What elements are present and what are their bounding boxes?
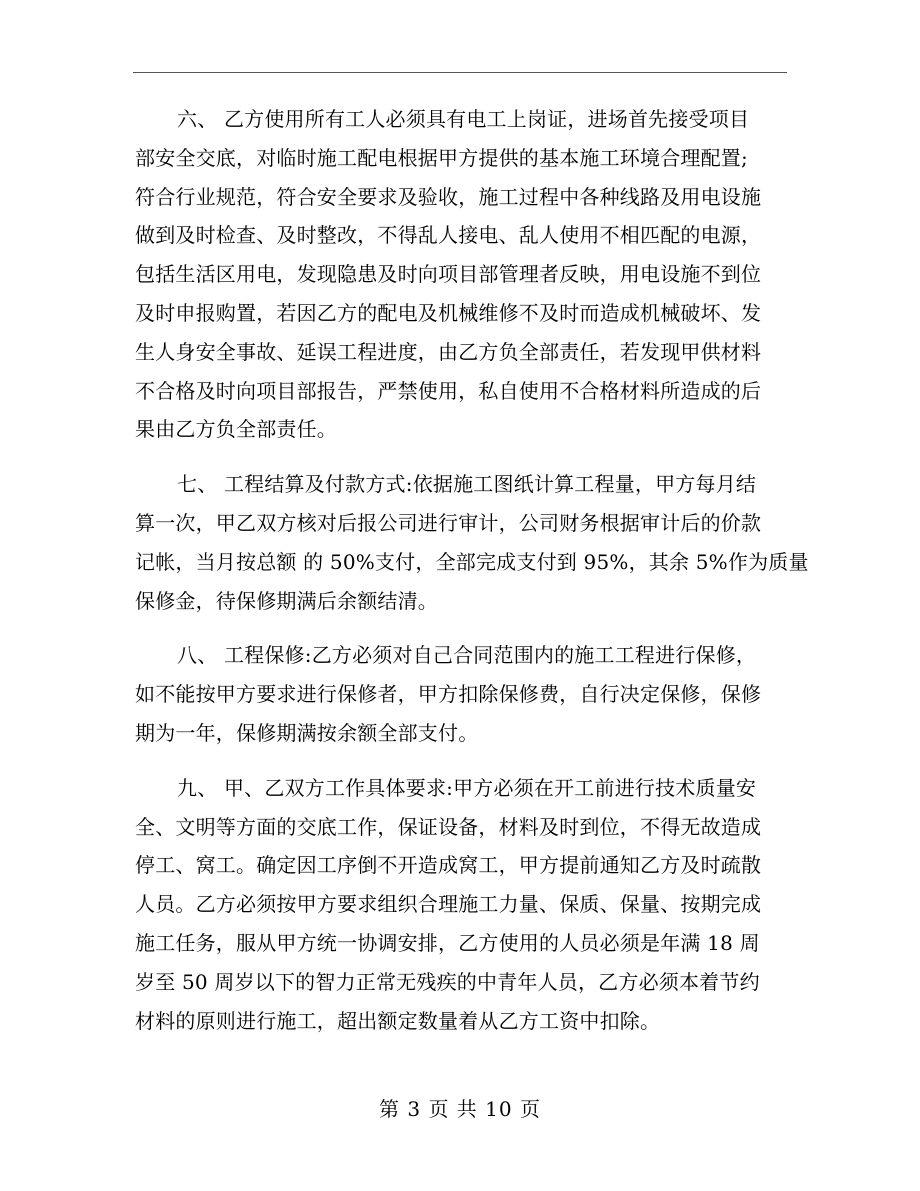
clause-7 [135, 465, 809, 620]
text-line: 不合格及时向项目部报告，严禁使用，私自使用不合格材料所造成的后 [135, 378, 762, 403]
text-line: 果由乙方负全部责任。 [135, 417, 337, 442]
text-line: 七、 工程结算及付款方式:依据施工图纸计算工程量，甲方每月结 [177, 472, 757, 497]
text-line: 人员。乙方必须按甲方要求组织合理施工力量、保质、保量、按期完成 [135, 892, 762, 917]
text-line: 生人身安全事故、延误工程进度，由乙方负全部责任，若发现甲供材料 [135, 339, 762, 364]
text-line: 施工任务，服从甲方统一协调安排，乙方使用的人员必须是年满 18 周 [135, 930, 760, 955]
text-line: 记帐，当月按总额 的 50%支付，全部完成支付到 95%，其余 5%作为质量 [135, 549, 809, 574]
text-line: 全、文明等方面的交底工作，保证设备，材料及时到位，不得无故造成 [135, 814, 762, 839]
clause-9 [135, 769, 790, 1041]
text-line: 算一次，甲乙双方核对后报公司进行审计，公司财务根据审计后的价款 [135, 510, 762, 535]
text-line: 部安全交底，对临时施工配电根据甲方提供的基本施工环境合理配置; [135, 145, 748, 170]
document-body [135, 100, 809, 1056]
text-line: 做到及时检查、及时整改，不得乱人接电、乱人使用不相匹配的电源， [135, 223, 762, 248]
page-number: 第 3 页 共 10 页 [379, 1097, 541, 1121]
text-line: 材料的原则进行施工，超出额定数量着从乙方工资中扣除。 [135, 1008, 661, 1033]
text-line: 六、 乙方使用所有工人必须具有电工上岗证，进场首先接受项目 [177, 107, 750, 131]
text-line: 八、 工程保修:乙方必须对自己合同范围内的施工工程进行保修， [177, 643, 757, 668]
text-line: 及时申报购置，若因乙方的配电及机械维修不及时而造成机械破坏、发 [135, 300, 762, 325]
text-line: 九、 甲、乙双方工作具体要求:甲方必须在开工前进行技术质量安 [177, 775, 757, 800]
text-line: 如不能按甲方要求进行保修者，甲方扣除保修费，自行决定保修，保修 [135, 682, 762, 707]
clause-8 [135, 636, 790, 752]
text-line: 停工、窝工。确定因工序倒不开造成窝工，甲方提前通知乙方及时疏散 [135, 853, 762, 878]
clause-6 [135, 100, 790, 449]
text-line: 岁至 50 周岁以下的智力正常无残疾的中青年人员，乙方必须本着节约 [135, 969, 760, 994]
text-line: 包括生活区用电，发现隐患及时向项目部管理者反映，用电设施不到位 [135, 262, 762, 287]
text-line: 符合行业规范，符合安全要求及验收，施工过程中各种线路及用电设施 [135, 184, 762, 209]
header-rule [133, 72, 787, 73]
text-line: 保修金，待保修期满后余额结清。 [135, 588, 438, 613]
text-line: 期为一年，保修期满按余额全部支付。 [135, 720, 479, 745]
